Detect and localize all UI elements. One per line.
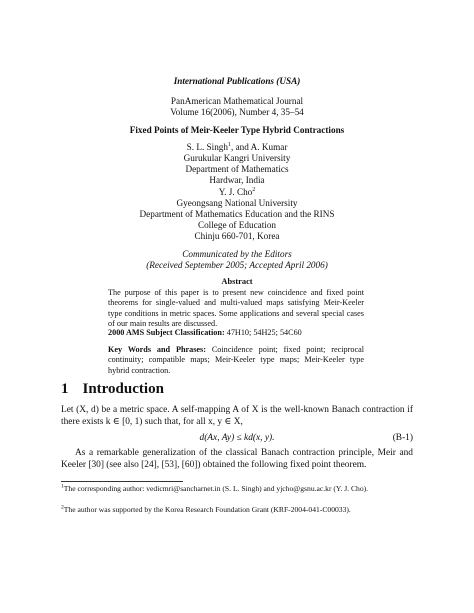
affiliation-2-line-1: Gyeongsang National University	[176, 198, 298, 208]
footnote-2-mark: 2	[61, 504, 64, 511]
affiliation-1-line-2: Department of Mathematics	[185, 164, 289, 174]
section-title: Introduction	[82, 381, 164, 397]
equation-body: d(Ax, Ay) ≤ kd(x, y).	[199, 433, 275, 443]
section-number: 1	[61, 381, 69, 397]
ams-label: 2000 AMS Subject Classification:	[108, 328, 225, 337]
communicated-line: Communicated by the Editors	[182, 249, 292, 259]
ams-classification	[108, 328, 364, 338]
ams-value: 47H10; 54H25; 54C60	[226, 328, 302, 337]
author-name-3: Y. J. Cho	[218, 187, 253, 197]
intro-paragraph-2: As a remarkable generalization of the classical Banach contraction principle, Meir and Keeler [30] (see also [24], [53], [60]) obtained the following fixed point theorem.	[61, 448, 413, 470]
section-heading	[61, 381, 178, 398]
publisher-line: International Publications (USA)	[173, 76, 301, 86]
keywords-value: Coincidence point; fixed point; reciprocal continuity; compatible maps; Meir-Keeler type maps; Meir-Keeler type hybrid contraction.	[108, 345, 364, 375]
received-line: (Received September 2005; Accepted April 2006)	[146, 260, 328, 270]
affiliation-1-line-1: Gurukular Kangri University	[183, 153, 291, 163]
footnote-2	[61, 505, 413, 515]
affiliation-2-line-3: College of Education	[197, 220, 277, 230]
abstract-text: The purpose of this paper is to present new coincidence and fixed point theorems for single-valued and multi-valued maps satisfying Meir-Keeler type conditions in metric spaces. Some applications and several special cases of our main results are discussed.	[108, 288, 364, 329]
footnote-1-mark: 1	[61, 483, 64, 490]
footnote-mark-1: 1	[227, 141, 231, 148]
footnote-rule	[61, 481, 183, 482]
authors-line-2	[0, 187, 474, 199]
keywords-label: Key Words and Phrases:	[108, 345, 206, 354]
journal-volume: Volume 16(2006), Number 4, 35–54	[170, 107, 304, 117]
equation-b1	[61, 433, 413, 445]
journal-name: PanAmerican Mathematical Journal	[170, 96, 304, 106]
footnote-1	[61, 484, 413, 494]
footnote-2-text: The author was supported by the Korea Research Foundation Grant (KRF-2004-041-C00033).	[63, 505, 351, 514]
abstract-heading: Abstract	[221, 277, 253, 286]
affiliation-2-line-4: Chinju 660-701, Korea	[194, 231, 280, 241]
paper-title: Fixed Points of Meir-Keeler Type Hybrid Contractions	[129, 125, 345, 135]
authors-line-1	[0, 142, 474, 154]
affiliation-1-line-3: Hardwar, India	[209, 175, 265, 185]
affiliation-2-line-2: Department of Mathematics Education and the RINS	[139, 209, 335, 219]
author-name-1: S. L. Singh	[186, 142, 228, 152]
author-name-2: , and A. Kumar	[230, 142, 288, 152]
keywords	[108, 345, 364, 376]
intro-paragraph-1: Let (X, d) be a metric space. A self-mapping A of X is the well-known Banach contraction if there exists k ∈ [0, 1) such that, for all x, y ∈ X,	[61, 405, 413, 427]
footnote-1-text: The corresponding author: vedicmri@sancharnet.in (S. L. Singh) and yjcho@gsnu.ac.kr (Y. J. Cho).	[63, 484, 369, 493]
footnote-mark-2: 2	[252, 186, 256, 193]
equation-label: (B-1)	[392, 433, 413, 443]
